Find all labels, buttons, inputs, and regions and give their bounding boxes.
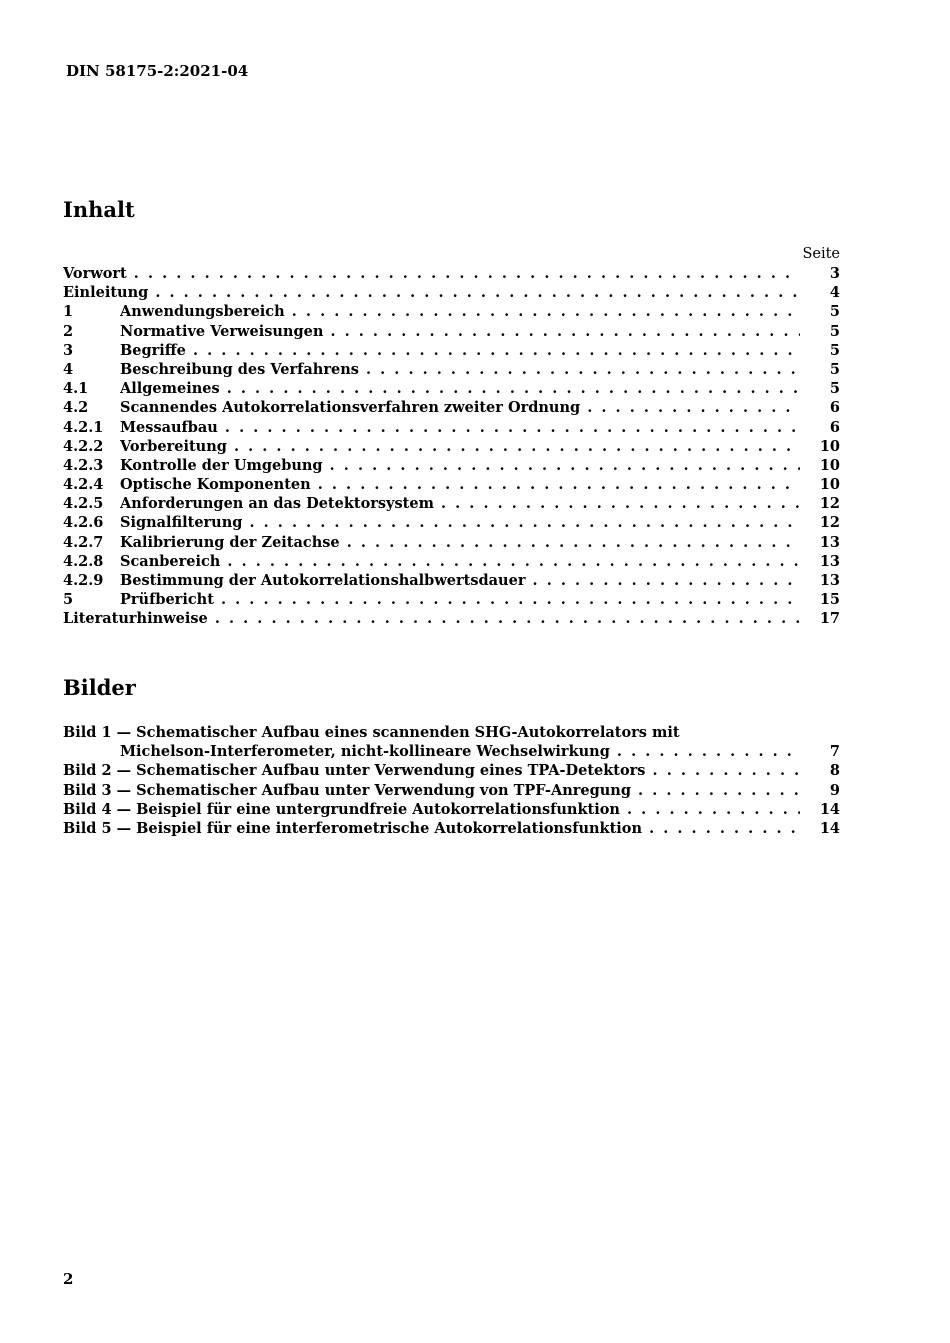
- toc-entry-number: 1: [63, 303, 74, 321]
- page-column-label: Seite: [802, 246, 840, 262]
- toc-entry-title: Allgemeines . . .: [120, 379, 800, 398]
- toc-entry-title: Scannendes Autokorrelationsverfahren zweiter Ordnung . . .: [120, 398, 800, 417]
- toc-entry[interactable]: [63, 341, 840, 360]
- figure-entry-title: Bild 1 — Schematischer Aufbau eines scannenden SHG-Autokorrelators mit: [63, 724, 680, 741]
- toc-entry[interactable]: [63, 283, 840, 302]
- toc-entry-title: Kontrolle der Umgebung . . .: [120, 456, 800, 475]
- toc-entry-page: 10: [819, 456, 840, 474]
- figure-entry-title: Bild 4 — Beispiel für eine untergrundfreie Autokorrelationsfunktion . . .: [63, 800, 800, 819]
- toc-entry-title: Optische Komponenten . . .: [120, 475, 800, 494]
- toc-entry-title: Begriffe . . .: [120, 341, 800, 360]
- toc-entry[interactable]: [63, 475, 840, 494]
- figure-entry-title: Bild 3 — Schematischer Aufbau unter Verwendung von TPF-Anregung . . .: [63, 781, 800, 800]
- toc-entry-title: Anforderungen an das Detektorsystem . . .: [120, 494, 800, 513]
- page-number: 2: [63, 1270, 74, 1288]
- toc-entry-page: 5: [829, 380, 840, 398]
- toc-entry-title: Einleitung . . .: [63, 283, 800, 302]
- toc-entry[interactable]: [63, 264, 840, 283]
- toc-title: Inhalt: [63, 197, 135, 222]
- toc-entry-title: Signalfilterung . . .: [120, 513, 800, 532]
- toc-entry-title: Kalibrierung der Zeitachse . . .: [120, 533, 800, 552]
- figure-entry-page: 14: [819, 800, 840, 818]
- figure-entry[interactable]: [63, 781, 840, 800]
- toc-entry-number: 4.2.9: [63, 572, 104, 589]
- toc-entry[interactable]: [63, 398, 840, 417]
- figure-entry[interactable]: [63, 723, 840, 742]
- toc-entry[interactable]: [63, 533, 840, 552]
- toc-entry-number: 4.2.4: [63, 476, 104, 494]
- toc-entry-title: Beschreibung des Verfahrens . . .: [120, 360, 800, 379]
- toc-entry-page: 5: [829, 360, 840, 378]
- toc-entry-page: 6: [829, 418, 840, 436]
- figure-entry-title: Bild 2 — Schematischer Aufbau unter Verwendung eines TPA-Detektors . . .: [63, 761, 800, 780]
- toc-entry-page: 12: [819, 495, 840, 513]
- figure-entry[interactable]: [63, 800, 840, 819]
- toc-entry-page: 17: [819, 610, 840, 628]
- figure-entry-page: 9: [829, 781, 840, 799]
- toc-entry-title: Normative Verweisungen . . .: [120, 322, 800, 341]
- toc-entry-title: Anwendungsbereich . . .: [120, 302, 800, 321]
- toc-entry-number: 4.2: [63, 399, 89, 417]
- toc-entry-number: 4: [63, 360, 74, 378]
- toc-entry-number: 5: [63, 591, 74, 609]
- toc-entry-number: 4.2.8: [63, 552, 104, 570]
- toc-entry-title: Literaturhinweise . . .: [63, 609, 800, 628]
- toc-entry-number: 3: [63, 341, 74, 359]
- toc-entry[interactable]: [63, 360, 840, 379]
- toc-entry[interactable]: [63, 571, 840, 590]
- figures-title: Bilder: [63, 675, 136, 700]
- toc-entry-title: Messaufbau . . .: [120, 418, 800, 437]
- figure-entry-title-cont: Michelson-Interferometer, nicht-kollineare Wechselwirkung . . .: [120, 742, 800, 761]
- toc-entry-page: 3: [829, 265, 840, 282]
- toc-entry-page: 13: [819, 533, 840, 551]
- toc-entry[interactable]: [63, 609, 840, 628]
- toc-entry-number: 4.2.2: [63, 437, 104, 455]
- toc-entry-title: Bestimmung der Autokorrelationshalbwertsdauer . . .: [120, 571, 800, 590]
- toc-entry[interactable]: [63, 552, 840, 571]
- toc-entry-number: 4.2.6: [63, 514, 104, 532]
- toc-entry-title: Vorbereitung . . .: [120, 437, 800, 456]
- toc-list: [63, 264, 840, 629]
- toc-entry[interactable]: [63, 437, 840, 456]
- toc-entry-number: 4.2.1: [63, 418, 104, 436]
- toc-entry-page: 5: [829, 341, 840, 359]
- document-id: DIN 58175-2:2021-04: [66, 62, 249, 80]
- toc-entry[interactable]: [63, 456, 840, 475]
- toc-entry[interactable]: [63, 302, 840, 321]
- toc-entry-page: 15: [819, 591, 840, 609]
- toc-entry-page: 10: [819, 476, 840, 494]
- toc-entry-page: 12: [819, 514, 840, 532]
- toc-entry-number: 4.2.3: [63, 456, 104, 474]
- toc-entry-number: 4.2.7: [63, 533, 104, 551]
- toc-entry[interactable]: [63, 418, 840, 437]
- toc-entry[interactable]: [63, 590, 840, 609]
- toc-entry-title: Vorwort . . .: [63, 264, 800, 283]
- toc-entry-number: 4.2.5: [63, 495, 104, 513]
- toc-entry-page: 6: [829, 399, 840, 417]
- toc-entry[interactable]: [63, 494, 840, 513]
- figure-entry-title: Bild 5 — Beispiel für eine interferometrische Autokorrelationsfunktion . . .: [63, 819, 800, 838]
- figure-entry-page: 8: [829, 762, 840, 780]
- toc-entry-page: 5: [829, 322, 840, 340]
- toc-entry-page: 5: [829, 303, 840, 321]
- toc-entry[interactable]: [63, 513, 840, 532]
- toc-entry-page: 10: [819, 437, 840, 455]
- figure-entry-page: 14: [819, 819, 840, 837]
- figure-entry[interactable]: [63, 761, 840, 780]
- toc-entry-number: 4.1: [63, 380, 89, 398]
- figure-entry[interactable]: [63, 819, 840, 838]
- toc-entry-page: 4: [829, 284, 840, 302]
- figure-entry-continuation[interactable]: [63, 742, 840, 761]
- toc-entry-number: 2: [63, 322, 74, 340]
- toc-entry[interactable]: [63, 322, 840, 341]
- figures-list: [63, 723, 840, 838]
- toc-entry[interactable]: [63, 379, 840, 398]
- toc-entry-page: 13: [819, 572, 840, 589]
- figure-entry-page: 7: [829, 743, 840, 761]
- toc-entry-title: Scanbereich . . .: [120, 552, 800, 571]
- toc-entry-page: 13: [819, 552, 840, 570]
- toc-entry-title: Prüfbericht . . .: [120, 590, 800, 609]
